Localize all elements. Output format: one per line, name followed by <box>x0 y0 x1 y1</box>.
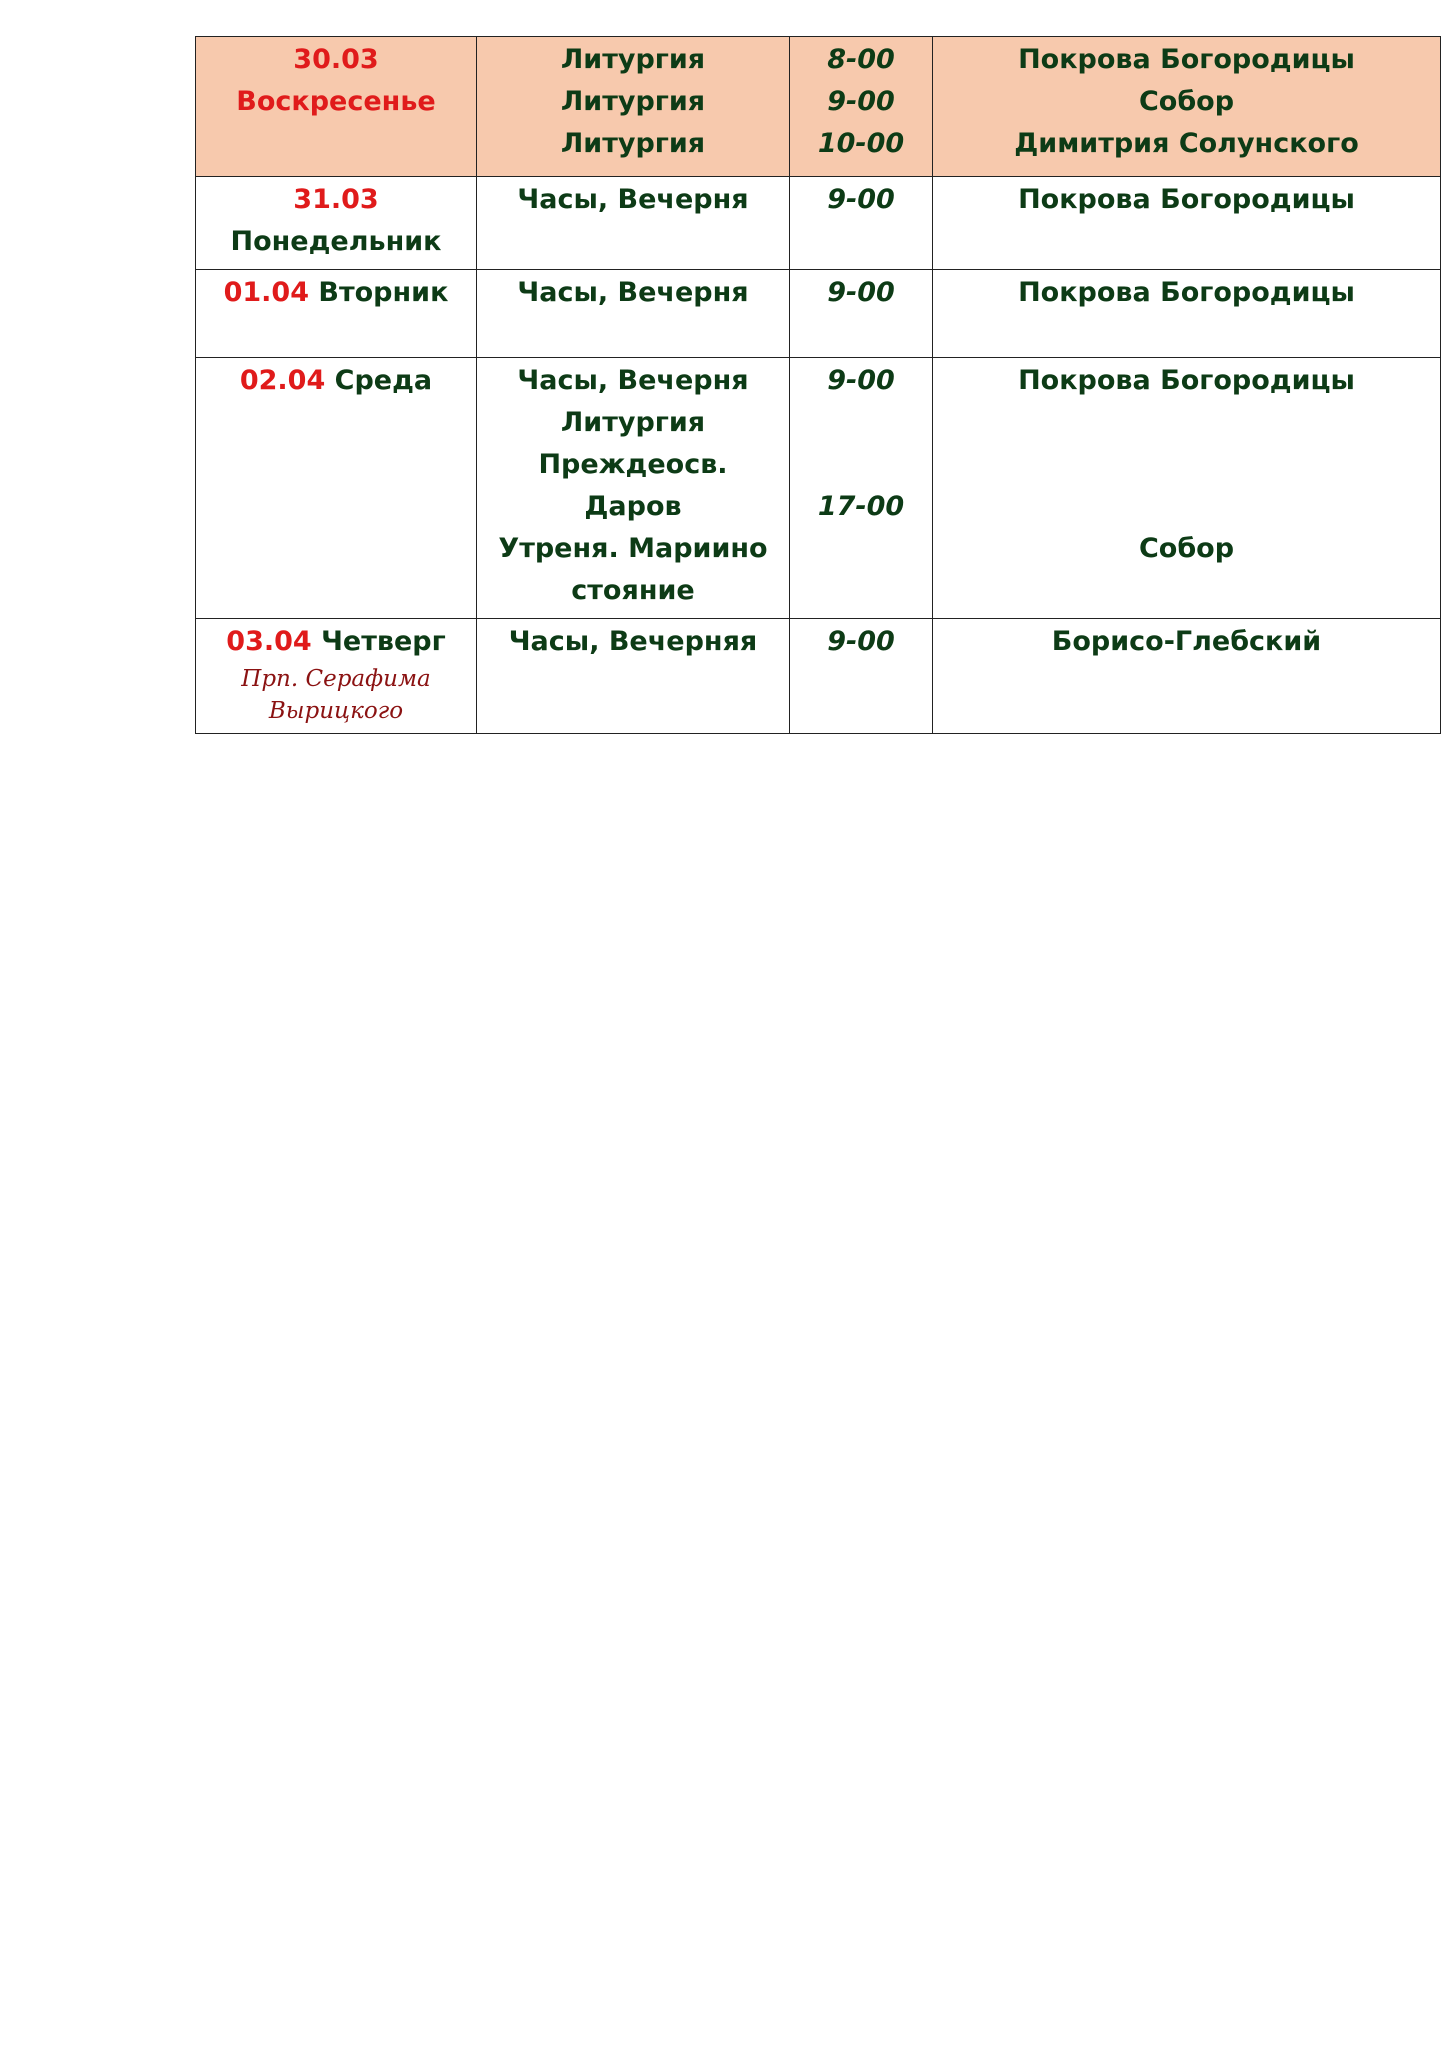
table-row <box>196 619 1441 734</box>
weekday-label: Понедельник <box>230 226 442 257</box>
service-cell <box>477 619 790 734</box>
service-label: Литургия <box>560 86 706 117</box>
weekday-label: Воскресенье <box>236 86 436 117</box>
table-row <box>196 177 1441 270</box>
service-label: Утреня. Мариино <box>498 533 768 564</box>
time-label: 8-00 <box>827 44 895 75</box>
table-row <box>196 358 1441 619</box>
time-cell <box>790 270 933 358</box>
place-cell <box>933 177 1441 270</box>
place-label: Покрова Богородицы <box>1018 277 1355 308</box>
place-label: Собор <box>1138 86 1235 117</box>
time-label: 9-00 <box>827 626 895 657</box>
service-label: Часы, Вечерняя <box>508 626 758 657</box>
service-label: Часы, Вечерня <box>517 277 749 308</box>
date-label: 30.03 <box>293 44 379 75</box>
time-label: 9-00 <box>827 365 895 396</box>
time-label: 10-00 <box>817 128 905 159</box>
day-cell <box>196 619 477 734</box>
service-label: Литургия <box>560 128 706 159</box>
day-cell <box>196 177 477 270</box>
table-row <box>196 270 1441 358</box>
time-label: 9-00 <box>827 277 895 308</box>
weekday-label: Среда <box>334 365 433 396</box>
saint-name-line: Вырицкого <box>268 698 404 724</box>
service-cell <box>477 358 790 619</box>
date-label: 01.04 <box>223 277 309 308</box>
place-label: Покрова Богородицы <box>1018 365 1355 396</box>
service-cell <box>477 177 790 270</box>
service-label: стояние <box>571 575 695 606</box>
place-label: Димитрия Солунского <box>1014 128 1359 159</box>
place-cell <box>933 37 1441 177</box>
place-cell <box>933 358 1441 619</box>
service-label: Литургия <box>560 407 706 438</box>
weekday-label: Четверг <box>321 626 446 657</box>
day-cell <box>196 270 477 358</box>
date-label: 02.04 <box>239 365 326 396</box>
saint-name-line: Прп. Серафима <box>241 666 431 692</box>
date-label: 31.03 <box>293 184 379 215</box>
service-cell <box>477 37 790 177</box>
service-label: Преждеосв. <box>538 449 728 480</box>
place-label: Покрова Богородицы <box>1018 44 1355 75</box>
place-label: Собор <box>1138 533 1235 564</box>
time-cell <box>790 37 933 177</box>
service-label: Часы, Вечерня <box>517 184 749 215</box>
table-row <box>196 37 1441 177</box>
time-cell <box>790 358 933 619</box>
time-label: 17-00 <box>817 491 905 522</box>
service-schedule-table <box>195 36 1441 734</box>
place-label: Борисо-Глебский <box>1051 626 1322 657</box>
time-label: 9-00 <box>827 184 895 215</box>
place-label: Покрова Богородицы <box>1018 184 1355 215</box>
day-cell <box>196 358 477 619</box>
weekday-label: Вторник <box>318 277 449 308</box>
time-label: 9-00 <box>827 86 895 117</box>
time-cell <box>790 619 933 734</box>
day-cell <box>196 37 477 177</box>
time-cell <box>790 177 933 270</box>
service-label: Даров <box>584 491 682 522</box>
place-cell <box>933 619 1441 734</box>
service-cell <box>477 270 790 358</box>
place-cell <box>933 270 1441 358</box>
service-label: Часы, Вечерня <box>517 365 749 396</box>
service-label: Литургия <box>560 44 706 75</box>
date-label: 03.04 <box>226 626 312 657</box>
